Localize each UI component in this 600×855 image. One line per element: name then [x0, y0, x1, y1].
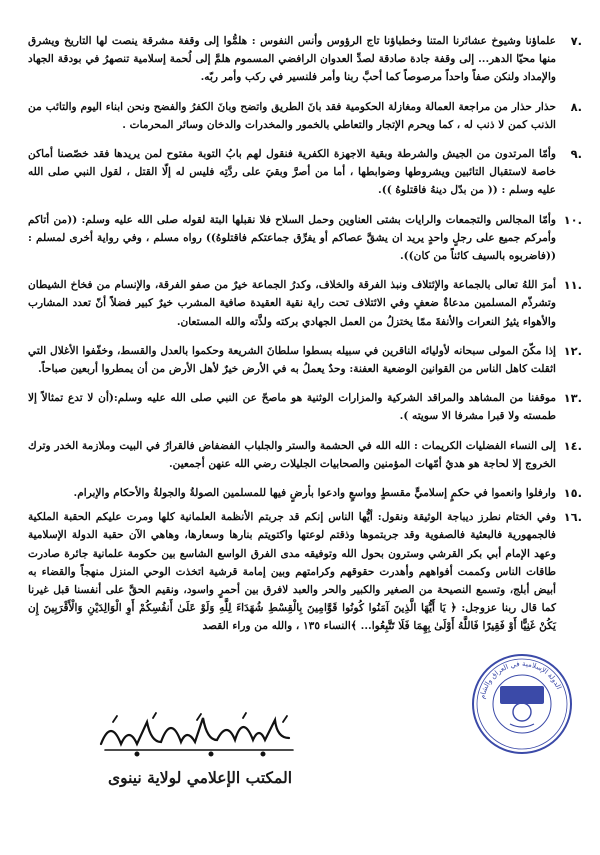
list-item — [28, 98, 582, 134]
item-number: ١٥. — [563, 486, 582, 501]
document-body — [28, 32, 582, 647]
calligraphy-logo — [93, 710, 307, 758]
list-item — [28, 32, 582, 87]
list-item — [28, 484, 582, 502]
item-number: ١١. — [563, 278, 582, 293]
item-number: ١٠. — [563, 212, 582, 227]
list-item — [28, 145, 582, 200]
item-number: ٩. — [570, 147, 582, 162]
list-item — [28, 276, 582, 331]
list-item — [28, 508, 582, 635]
list-item — [28, 342, 582, 378]
item-text: حذار حذار من مراجعة العمالة ومغازلة الحكومية فقد بانَ الطريق واتضح وبانَ الكفرُ والفضح ونحن ابناء اليوم والتائب من الذنب كمن لا ذنب له ، كما ويحرم الإتجار والتعاطي بالخمور والمخدرات والدخان وسائر المحرمات . — [28, 100, 556, 131]
list-item — [28, 389, 582, 425]
item-number: ٨. — [570, 99, 582, 114]
item-number: ١٢. — [563, 343, 582, 358]
item-text: إلى النساء الفضليات الكريمات : الله الله في الحشمة والستر والجلباب الفضفاض فالقرارُ في البيت وملازمة الخدر وترك الخروج إلا لحاجة هو هديُ أمّهات المؤمنين والصحابيات الجليلات رضي الله عنهن أجمعين. — [28, 439, 556, 470]
item-text: موقفنا من المشاهد والمراقد الشركية والمزارات الوثنية هو ماصحّ عن النبي صلى الله عليه وسلم:(أن لا تدع تمثالاً إلا طمسته ولا قبرا مشرفا الا سويته ). — [28, 392, 556, 423]
media-office-name: المكتب الإعلامي لولاية نينوى — [107, 768, 293, 787]
item-text: وأمّا المرتدون من الجيش والشرطة وبقية الاجهزة الكفرية فنقول لهم بابُ التوبة مفتوح لمن يريدها فقد خصّصنا أماكن خاصة لاستقبال التائبين ويشروطها وضوابطها ، أما من أصرَّ وبقيَ على ردَّتِه فليس له إلّا القتل ، لقول النبي صلى الله عليه وسلم : (( من بدّل دينهُ فاقتلوهُ )). — [28, 148, 556, 197]
item-text: وأمّا المجالس والتجمعات والرايات بشتى العناوين وحمل السلاح فلا نقبلها البتة لقوله صلى الله عليه وسلم: ((من أتاكم وأمركم جميع على رجلٍ واحدٍ يريد ان يشقَّ عصاكم أو يفرِّق جماعتكم فاقتلوهُ)) رواه مسلم ، وفي رواية أخرى لمسلم : ((فاضربوه بالسيف كائناً من كان)). — [28, 213, 556, 263]
item-number: ٧. — [570, 34, 582, 48]
seal-center-emblem — [500, 686, 544, 727]
item-text: إذا مكّنَ المولى سبحانه لأوليائه الناقرين في سبيله بسطوا سلطانَ الشريعة وحكموا بالعدل والقسط، وخفّفوا الأغلال التي اثقلت كاهل الناس من القوانين الوضعية العفنة: وحدٌ يعملُ به في الأرض خيرٌ لأهل الأرض من أن يمطروا أربعين صباحاً. — [28, 344, 556, 376]
item-text: وفي الختام نطرز ديباجة الوثيقة ونقول: أيُّها الناس إنكم قد جربتم الأنظمة العلمانية كلها ومرت عليكم الحقبة الملكية فالجمهورية فالبعثية فالصفوية وقد جربتموها وذقتم لوعتها واكتويتم بنارها وسعارها، وهاهي الآن حقبة الدولة الإسلامية وعهد الإمام أبي بكر القرشي وسترون بحول الله وتوفيقه مدى الفرق الواسع الشاسع بين حكومة علمانية جائرة صادرت طاقات الناس وكممت أفواههم وأهدرت حقوقهم وكرامتهم وبين إمامة قرشية اتخذت الوحي المنزل منهجاً والقضاء به أبيض أبلج، وتسمع النصيحة من الصغير والكبير والحر والعبد لافرق بين أحمرٍ واسود، ونقيم الحقَّ على أنفسنا قبل غيرنا كما قال ربنا عزوجل: ﴿ يَا أَيُّهَا الَّذِينَ آمَنُوا كُونُوا قَوَّامِينَ بِالْقِسْطِ شُهَدَاءَ لِلَّهِ وَلَوْ عَلَىٰ أَنفُسِكُمْ أَوِ الْوَالِدَيْنِ وَالْأَقْرَبِينَ إِن يَكُنْ غَنِيًّا أَوْ فَقِيرًا فَاللَّهُ أَوْلَىٰ بِهِمَا فَلَا تَتَّبِعُوا... ﴾النساء ١٣٥ ، والله من وراء القصد — [28, 511, 556, 633]
item-number: ١٦. — [563, 510, 582, 525]
item-text: علماؤنا وشيوخ عشائرنا المتنا وخطباؤنا تاج الرؤوس وأنس النفوس : هلمُّوا إلى وقفة مشرقة ينصت لها التاريخ ويشرق منها محيّا الدهر... إلى وقفة جادة صادقة لصدِّ العدوان الرافضي المسموم هلمَّ إلى لُحمة إسلامية تنصهرُ في بودقة الجهاد والإمداد ولنكن صفاً واحداً مرصوصاً كما أحبَّ ربنا وأمر فلنسير في ركب وأمر ربّه. — [28, 35, 556, 84]
official-seal-stamp — [470, 652, 574, 756]
item-number: ١٤. — [563, 438, 582, 453]
list-item — [28, 437, 582, 473]
signature-block — [90, 710, 310, 787]
item-text: أمرَ اللهُ تعالى بالجماعة والإئتلاف ونبذ الفرقة والخلاف، وكدرُ الجماعة خيرٌ من صفو الفرقة، والإنسام من فخاخ الشيطان وتشرذّم المسلمين مدعاةٌ ضعفٍ وفي الائتلاف تحت راية نقية العقيدة صافية المشرب خيرٌ كبير فضلاً أنّ تعدد المشارب والأهواء يثيرُ النعرات والأنفةَ ممّا يختزلُ من العمل الجهادي بركته ولذَّته والله المستعان. — [28, 279, 556, 328]
seal-ring-text: الدولة الإسلامية في العراق والشام — [478, 659, 563, 700]
list-item — [28, 211, 582, 266]
item-text: وارفلوا وانعموا في حكمٍ إسلاميٍّ مقسطٍ وواسعٍ وادعوا بأرضٍ فيها للمسلمين الصولةُ والجولةُ والأحكام والإبرام. — [73, 487, 556, 500]
item-number: ١٣. — [563, 391, 582, 406]
